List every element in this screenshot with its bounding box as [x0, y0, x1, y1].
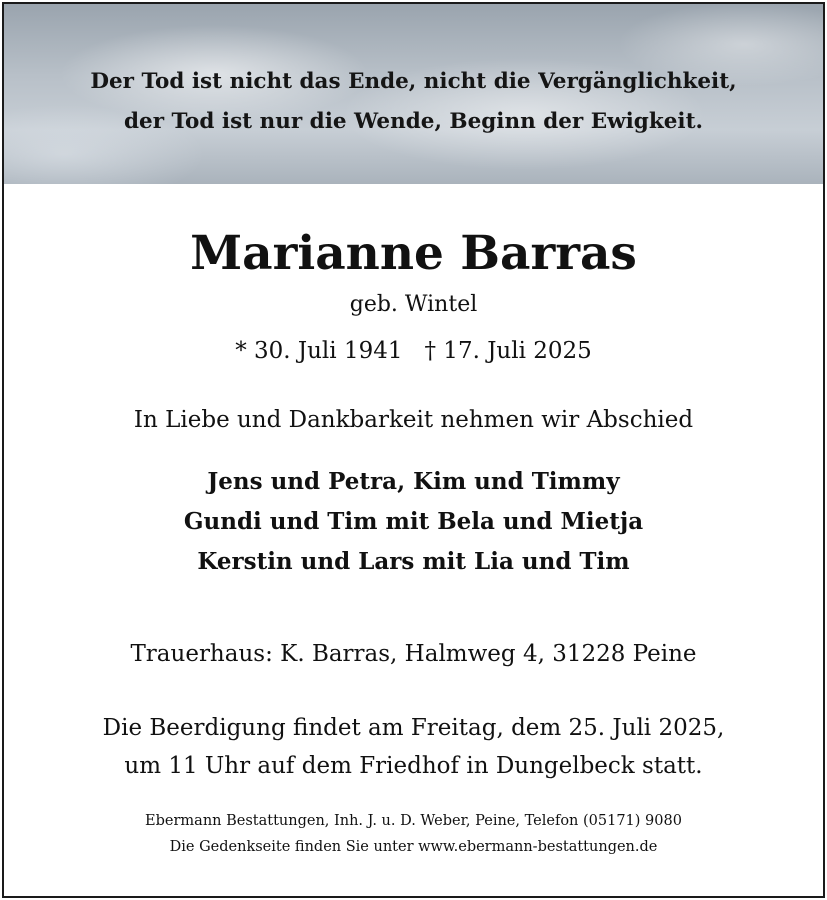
funeral-info	[4, 709, 823, 785]
quote-line-2: der Tod ist nur die Wende, Beginn der Ewigkeit.	[123, 109, 703, 134]
funeral-line-2: um 11 Uhr auf dem Friedhof in Dungelbeck statt.	[124, 753, 703, 779]
mourning-house: Trauerhaus: K. Barras, Halmweg 4, 31228 Peine	[130, 641, 697, 667]
life-dates	[4, 334, 823, 368]
undertaker-contact: Ebermann Bestattungen, Inh. J. u. D. Weber, Peine, Telefon (05171) 9080	[145, 813, 682, 829]
obituary-notice	[2, 2, 825, 898]
quote-line-1: Der Tod ist nicht das Ende, nicht die Vergänglichkeit,	[90, 69, 737, 94]
memorial-page-info: Die Gedenkseite finden Sie unter www.ebermann-bestattungen.de	[169, 839, 658, 855]
undertaker-footer	[4, 808, 823, 860]
mourner-line: Jens und Petra, Kim und Timmy	[207, 468, 620, 495]
deceased-name: Marianne Barras	[190, 226, 637, 281]
banner-quote	[4, 62, 823, 142]
mourner-line: Gundi und Tim mit Bela und Mietja	[183, 508, 644, 535]
mourner-line: Kerstin und Lars mit Lia und Tim	[197, 548, 630, 575]
birth-date: * 30. Juli 1941	[235, 338, 403, 364]
maiden-name: geb. Wintel	[349, 292, 478, 317]
mourners-list	[4, 462, 823, 582]
sky-banner	[4, 4, 823, 184]
death-date: † 17. Juli 2025	[424, 338, 592, 364]
farewell-text: In Liebe und Dankbarkeit nehmen wir Abschied	[133, 407, 694, 433]
funeral-line-1: Die Beerdigung findet am Freitag, dem 25. Juli 2025,	[102, 715, 725, 741]
